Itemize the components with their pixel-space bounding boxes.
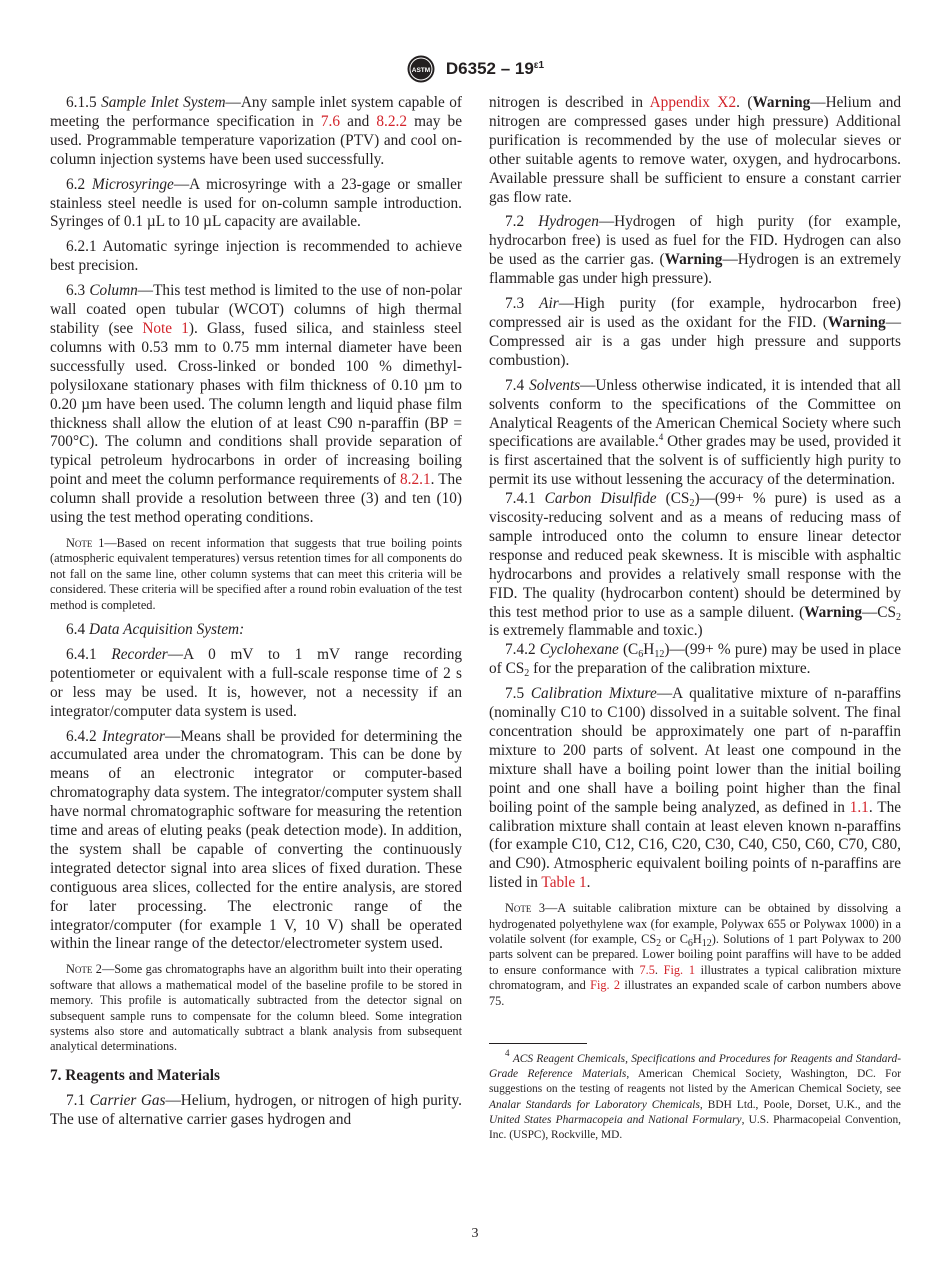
- section-6-2-1: 6.2.1 Automatic syringe injection is recommended to achieve best precision.: [50, 238, 462, 275]
- section-6-2: 6.2 Microsyringe—A microsyringe with a 23-gage or smaller stainless steel needle is used for on-column sample introduction. Syringes of 0.1 µL to 10 µL capacity are available.: [50, 175, 462, 231]
- section-6-4: 6.4 Data Acquisition System:: [66, 620, 245, 638]
- section-7-4-2: 7.4.2 Cyclohexane $(C_6H_{12})—(99+$ % pure) may be used in place of $CS_2$ for the preparation of the calibration mixture.: [489, 641, 901, 680]
- svg-text:ASTM: ASTM: [411, 67, 431, 74]
- xref-8-2-1[interactable]: 8.2.1: [400, 471, 431, 489]
- section-6-3: 6.3 Column—This test method is limited to the use of non-polar wall coated open tubular (WCOT) columns of high thermal stability (see Note 1). Glass, fused silica, and stainless steel columns with 0.53 mm to 0.75 mm internal diameter have been successfully used. Cross-linked or bonded 100 % dimethyl-polysiloxane stationary phases with film thickness of 0.10 µm to 0.20 µm have been used. The column length and liquid phase film thickness shall allow the elution of at least C90 n-paraffin (BP = 700°C). The column and conditions shall provide separation of typical petroleum hydrocarbons in order of increasing boiling point and meet the column performance requirements of 8.2.1. The column shall provide a resolution between three (3) and ten (10) using the test method operating conditions.: [50, 282, 462, 527]
- note-2: Note 2—Some gas chromatographs have an algorithm built into their operating software that allows a mathematical model of the baseline profile to be stored in memory. This profile is automatically subtracted from the detector signal on subsequent sample runs to compensate for the column bleed. Some integration systems also store and automatically subtract a blank analysis from subsequent analytical determinations.: [50, 962, 462, 1054]
- note-1: Note 1—Based on recent information that suggests that true boiling points (atmospheric equivalent temperatures) versus retention times for all components do not fall on the same line, other column systems that can meet this criteria will be considered. These criteria will be specified after a round robin evaluation of the test method is completed.: [50, 535, 462, 612]
- xref-1-1[interactable]: 1.1: [849, 798, 869, 816]
- section-7-5: 7.5 Calibration Mixture—A qualitative mixture of n-paraffins (nominally C10 to C100) dissolved in a suitable solvent. The final concentration should be approximately one part of n-paraffin mixture to 200 parts of solvent. At least one compound in the mixture shall have a boiling point lower than the initial boiling point and one shall have a boiling point higher than the final boiling point of the sample being analyzed, as defined in 1.1. The calibration mixture shall contain at least eleven known n-paraffins (for example C10, C12, C16, C20, C30, C40, C50, C60, C70, C80, and C90). Atmospheric equivalent boiling points of n-paraffins are listed in Table 1.: [489, 685, 902, 892]
- xref-fig-2[interactable]: Fig. 2: [590, 978, 621, 993]
- document-designation: $D6352 - 19^{\varepsilon 1}$: [445, 59, 545, 78]
- footnote-divider: [489, 1043, 587, 1044]
- xref-fig-1[interactable]: Fig. 1: [663, 962, 695, 977]
- xref-appendix-x2[interactable]: Appendix X2: [649, 94, 737, 111]
- xref-note-1[interactable]: Note 1: [142, 319, 189, 337]
- left-column: [50, 94, 462, 1136]
- page-number: 3: [471, 1226, 479, 1241]
- astm-logo-icon: [406, 54, 436, 84]
- xref-8-2-2[interactable]: 8.2.2: [376, 112, 407, 130]
- section-7-2: 7.2 Hydrogen—Hydrogen of high purity (for example, hydrocarbon free) is used as fuel for the FID. Hydrogen can also be used as the carrier gas. (Warning—Hydrogen is an extremely flammable gas under high pressure).: [489, 213, 902, 288]
- section-7-4: 7.4 Solvents—Unless otherwise indicated, it is intended that all solvents conform to the specifications of the Committee on Analytical Reagents of the American Chemical Society where such specifications are available.$^4$ Other grades may be used, provided it is first ascertained that the solvent is of sufficiently high purity to permit its use without lessening the accuracy of the determination.: [489, 376, 901, 489]
- page-header: [0, 54, 950, 84]
- footnote-ref-4[interactable]: 4: [658, 432, 664, 443]
- footnote-4: $^4$ ACS Reagent Chemicals, Specifications and Procedures for Reagents and Standard-Grade Reference Materials, American Chemical Society, Washington, DC. For suggestions on the testing of reagents not listed by the American Chemical Society, see Analar Standards for Laboratory Chemicals, BDH Ltd., Poole, Dorset, U.K., and the United States Pharmacopeia and National Formulary, U.S. Pharmacopeial Convention, Inc. (USPC), Rockville, MD.: [489, 1048, 902, 1142]
- section-7-heading: 7. Reagents and Materials: [50, 1066, 220, 1084]
- xref-table-1[interactable]: Table 1: [541, 874, 587, 892]
- section-7-1-continued: nitrogen is described in Appendix X2. (Warning—Helium and nitrogen are compressed gases under high pressure) Additional purification is recommended by the use of molecular sieves or other suitable agents to remove water, oxygen, and hydrocarbons. Available pressure shall be sufficient to ensure a constant carrier gas flow rate.: [489, 94, 901, 206]
- note-3: Note 3—A suitable calibration mixture can be obtained by dissolving a hydrogenated polyethylene wax (for example, Polywax 655 or Polywax 1000) in a volatile solvent (for example, $CS_2$ or $C_6H_{12}$). Solutions of 1 part Polywax to 200 parts solvent can be prepared. Lower boiling point paraffins will have to be added to ensure conformance with 7.5. Fig. 1 illustrates a typical calibration mixture chromatogram, and Fig. 2 illustrates an expanded scale of carbon numbers above 75.: [489, 901, 902, 1008]
- xref-7-6[interactable]: 7.6: [320, 112, 341, 130]
- section-7-4-1: 7.4.1 Carbon Disulfide $(CS_2)—(99+$ % pure) is used as a viscosity-reducing solvent and as a means of reducing mass of sample introduced onto the column to ensure linear detector response and reduced peak skewness. It is miscible with asphaltic hydrocarbons and provides a relatively small response with the FID. The quality (hydrocarbon content) should be determined by this test method prior to use as a sample diluent. ($Warning—CS_2$ is extremely flammable and toxic.): [489, 490, 901, 640]
- section-6-4-1: 6.4.1 Recorder—A 0 mV to 1 mV range recording potentiometer or equivalent with a full-scale response time of 2 s or less may be used. It is, however, not a necessity if an integrator/computer data system is used.: [50, 645, 462, 720]
- right-column: [489, 94, 901, 1143]
- section-6-4-2: 6.4.2 Integrator—Means shall be provided for determining the accumulated area under the chromatogram. This can be done by means of an electronic integrator or computer-based chromatography data system. The integrator/computer system shall have normal chromatographic software for measuring the retention time and areas of eluting peaks (peak detection mode). In addition, the system shall be capable of converting the continuously integrated detector signal into area slices of fixed duration. These contiguous area slices, collected for the entire analysis, are stored for later processing. The electronic range of the integrator/computer (for example 1 V, 10 V) shall be operated within the linear range of the detector/electrometer system used.: [50, 727, 463, 953]
- section-7-3: 7.3 Air—High purity (for example, hydrocarbon free) compressed air is used as the oxidant for the FID. (Warning—Compressed air is a gas under high pressure and supports combustion).: [489, 295, 901, 369]
- section-7-1: 7.1 Carrier Gas—Helium, hydrogen, or nitrogen of high purity. The use of alternative carrier gases hydrogen and: [50, 1091, 463, 1128]
- xref-7-5[interactable]: 7.5: [639, 962, 655, 977]
- section-6-1-5: 6.1.5 Sample Inlet System—Any sample inlet system capable of meeting the performance specification in 7.6 and 8.2.2 may be used. Programmable temperature vaporization (PTV) and cool on-column injection systems have been used successfully.: [50, 94, 462, 168]
